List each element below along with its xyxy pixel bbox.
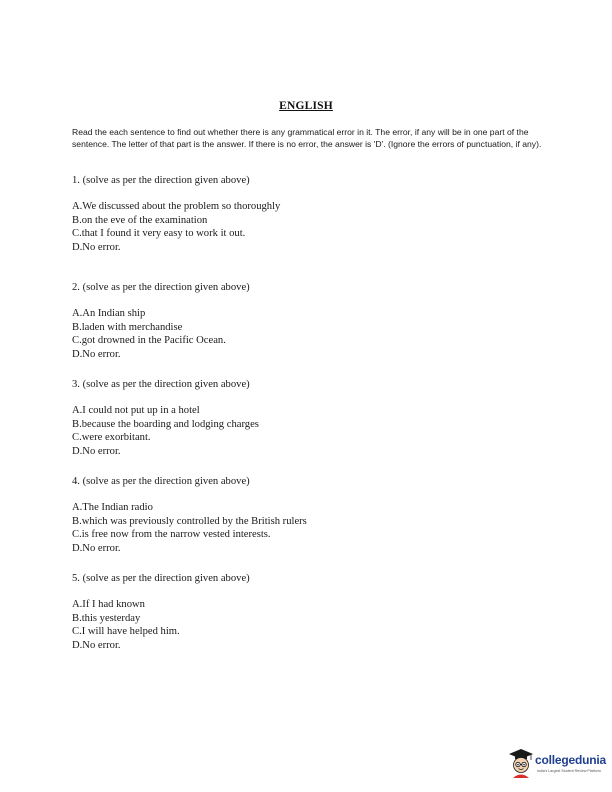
option-c: C.were exorbitant. (72, 432, 151, 444)
question-5 (72, 572, 542, 652)
logo-brand-text: collegedunia (535, 753, 606, 767)
option-c: C.that I found it very easy to work it out. (72, 228, 246, 240)
option-a: A.If I had known (72, 599, 145, 610)
question-2 (72, 281, 542, 361)
option-c: C.is free now from the narrow vested interests. (72, 529, 271, 541)
option-d: D.No error. (72, 542, 121, 554)
question-header: 1. (solve as per the direction given above) (72, 175, 250, 186)
instructions-paragraph: Read the each sentence to find out whether there is any grammatical error in it. The error, if any will be in one part of the sentence. The letter of that part is the answer. If there is no error, the answer is 'D'. (Ignore the errors of punctuation, if any). (72, 127, 542, 149)
option-d: D.No error. (72, 348, 121, 360)
option-d: D.No error. (72, 445, 121, 457)
option-c: C.I will have helped him. (72, 626, 180, 638)
option-a: A.The Indian radio (72, 502, 153, 513)
question-4 (72, 475, 542, 555)
option-d: D.No error. (72, 241, 121, 253)
question-header: 5. (solve as per the direction given above) (72, 573, 250, 584)
question-3 (72, 378, 542, 458)
question-header: 2. (solve as per the direction given above) (72, 282, 250, 293)
option-a: A.An Indian ship (72, 308, 146, 319)
option-b: B.which was previously controlled by the British rulers (72, 515, 307, 527)
question-header: 3. (solve as per the direction given above) (72, 379, 250, 390)
graduate-mascot-icon (507, 747, 535, 779)
option-c: C.got drowned in the Pacific Ocean. (72, 335, 226, 347)
option-b: B.laden with merchandise (72, 321, 183, 333)
option-a: A.We discussed about the problem so thoroughly (72, 201, 281, 212)
collegedunia-logo[interactable] (507, 745, 607, 783)
option-b: B.on the eve of the examination (72, 214, 208, 226)
question-header: 4. (solve as per the direction given above) (72, 476, 250, 487)
option-b: B.this yesterday (72, 612, 141, 624)
option-b: B.because the boarding and lodging charges (72, 418, 259, 430)
question-1 (72, 174, 542, 254)
page-title: ENGLISH (279, 100, 333, 112)
option-a: A.I could not put up in a hotel (72, 405, 200, 416)
logo-tagline: India's Largest Student Review Platform (537, 769, 601, 773)
option-d: D.No error. (72, 639, 121, 651)
